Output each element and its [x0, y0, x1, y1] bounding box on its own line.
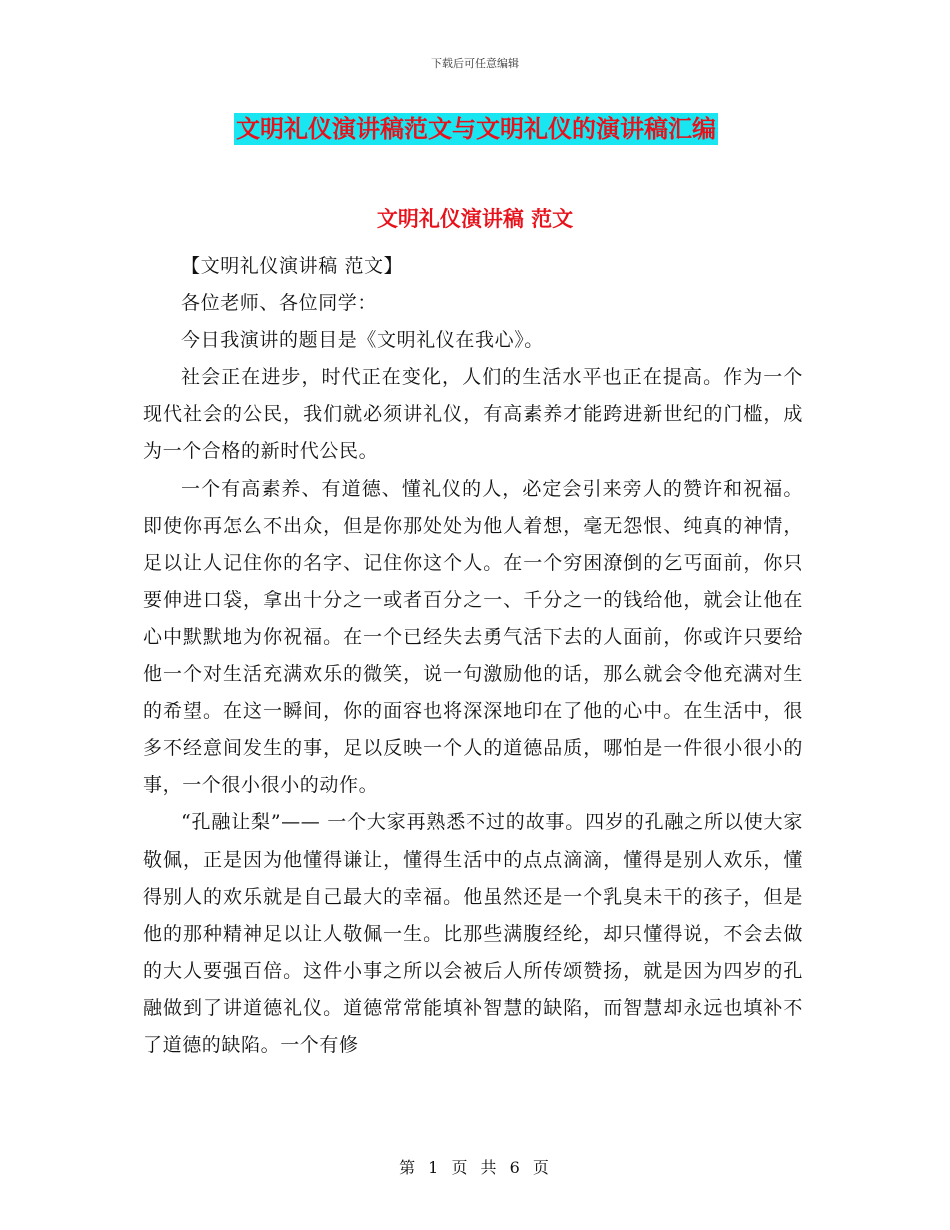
paragraph-greeting: 各位老师、各位同学： [181, 292, 378, 315]
header-note: 下载后可任意编辑 [431, 57, 519, 70]
paragraph: 社会正在进步，时代正在变化，人们的生活水平也正在提高。作为一个现代社会的公民，我们就必须讲礼仪，有高素养才能跨进新世纪的门槛，成为一个合格的新时代公民。 [143, 366, 803, 463]
section-title: 文明礼仪演讲稿 范文 [376, 206, 574, 231]
paragraph: 一个有高素养、有道德、懂礼仪的人，必定会引来旁人的赞许和祝福。即使你再怎么不出众，但是你那处处为他人着想，毫无怨恨、纯真的神情，足以让人记住你的名字、记住你这个人。在一个穷困潦倒的乞丐面前，你只要伸进口袋，拿出十分之一或者百分之一、千分之一的钱给他，就会让他在心中默默地为你祝福。在一个已经失去勇气活下去的人面前，你或许只要给他一个对生活充满欢乐的微笑，说一句激励他的话，那么就会令他充满对生的希望。在这一瞬间，你的面容也将深深地印在了他的心中。在生活中，很多不经意间发生的事，足以反映一个人的道德品质，哪怕是一件很小很小的事，一个很小很小的动作。 [143, 477, 803, 797]
page-number-footer: 第 1 页 共 6 页 [399, 1158, 551, 1177]
document-title: 文明礼仪演讲稿范文与文明礼仪的演讲稿汇编 [236, 114, 716, 143]
paragraph-heading: 【文明礼仪演讲稿 范文】 [181, 255, 404, 277]
paragraph-topic: 今日我演讲的题目是《文明礼仪在我心》。 [181, 329, 544, 352]
paragraph: “孔融让梨”—— 一个大家再熟悉不过的故事。四岁的孔融之所以使大家敬佩，正是因为他懂得谦让，懂得生活中的点点滴滴，懂得是别人欢乐，懂得别人的欢乐就是自己最大的幸福。他虽然还是一个乳臭未干的孩子，但是他的那种精神足以让人敬佩一生。比那些满腹经纶，却只懂得说，不会去做的大人要强百倍。这件小事之所以会被后人所传颂赞扬，就是因为四岁的孔融做到了讲道德礼仪。道德常常能填补智慧的缺陷，而智慧却永远也填补不了道德的缺陷。一个有修 [143, 811, 803, 1056]
document-body [143, 248, 803, 1064]
